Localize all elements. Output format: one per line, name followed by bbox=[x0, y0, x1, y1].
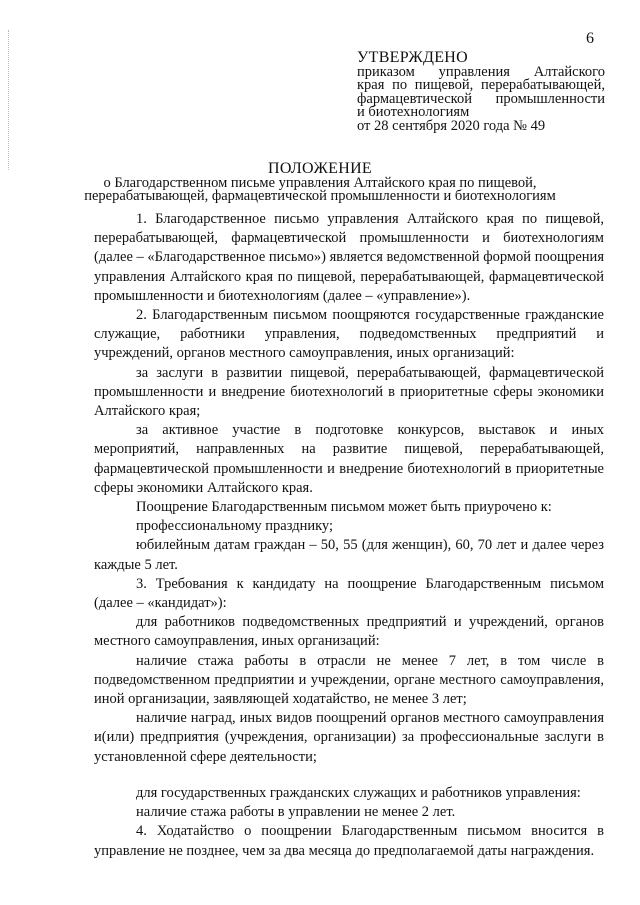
document-subtitle-line: перерабатывающей, фармацевтической промышленности и биотехнологиям bbox=[84, 188, 556, 204]
paragraph-4: 4. Ходатайство о поощрении Благодарственным письмом вносится в управление не позднее, чем за два месяца до предполагаемой даты награждения. bbox=[94, 823, 604, 859]
approval-block bbox=[357, 51, 605, 133]
document-subtitle-line: о Благодарственном письме управления Алтайского края по пищевой, bbox=[103, 174, 537, 191]
approval-line: края по пищевой, перерабатывающей, bbox=[357, 77, 605, 93]
paragraph-item: наличие стажа работы в отрасли не менее 7 лет, в том числе в подведомственном предприятии и учреждении, органе местного самоуправления, иной организации, заявляющей ходатайство, не менее 3 лет; bbox=[94, 652, 604, 708]
approval-line: приказом управления Алтайского bbox=[357, 63, 605, 80]
paragraph-item: наличие наград, иных видов поощрений органов местного самоуправления и(или) предприятия (учреждения, организации) за профессиональные заслуги в установленной сфере деятельности; bbox=[94, 710, 604, 765]
scan-margin-marks bbox=[8, 30, 11, 170]
paragraph-item: за заслуги в развитии пищевой, перерабатывающей, фармацевтической промышленности и внедрение биотехнологий в приоритетные сферы экономики Алтайского края; bbox=[94, 364, 604, 420]
paragraph-1: 1. Благодарственное письмо управления Алтайского края по пищевой, перерабатывающей, фармацевтической промышленности и биотехнологиям (далее – «Благодарственное письмо») является ведомственной формой поощрения управления Алтайского края по пищевой, перерабатывающей, фармацевтической промышленности и биотехнологиям (далее – «управление»). bbox=[94, 211, 604, 304]
approval-date-line: от 28 сентября 2020 года № 49 bbox=[357, 117, 546, 134]
page-number: 6 bbox=[586, 30, 594, 47]
paragraph-item: профессиональному празднику; bbox=[136, 518, 334, 535]
paragraph-item: наличие стажа работы в управлении не менее 2 лет. bbox=[136, 804, 456, 821]
document-title: ПОЛОЖЕНИЕ bbox=[267, 160, 372, 177]
document-body bbox=[94, 210, 604, 861]
paragraph-item: для работников подведомственных предприятий и учреждений, органов местного самоуправления, иных организаций: bbox=[94, 614, 604, 650]
paragraph-item: для государственных гражданских служащих и работников управления: bbox=[136, 784, 581, 801]
paragraph-2: 2. Благодарственным письмом поощряются государственные гражданские служащие, работники управления, подведомственных предприятий и учреждений, органов местного самоуправления, иных организаций: bbox=[94, 307, 604, 362]
paragraph-item: юбилейным датам граждан – 50, 55 (для женщин), 60, 70 лет и далее через каждые 5 лет. bbox=[94, 537, 604, 573]
paragraph-item: Поощрение Благодарственным письмом может быть приурочено к: bbox=[136, 499, 552, 516]
paragraph-3: 3. Требования к кандидату на поощрение Благодарственным письмом (далее – «кандидат»): bbox=[94, 575, 604, 612]
approval-line: фармацевтической промышленности bbox=[357, 90, 605, 107]
approval-line: и биотехнологиям bbox=[357, 104, 470, 120]
document-heading bbox=[0, 162, 640, 204]
paragraph-item: за активное участие в подготовке конкурсов, выставок и иных мероприятий, направленных на развитие пищевой, перерабатывающей, фармацевтической промышленности и внедрение биотехнологий в приоритетные сферы экономики Алтайского края. bbox=[94, 422, 604, 496]
approval-title: УТВЕРЖДЕНО bbox=[357, 49, 469, 66]
